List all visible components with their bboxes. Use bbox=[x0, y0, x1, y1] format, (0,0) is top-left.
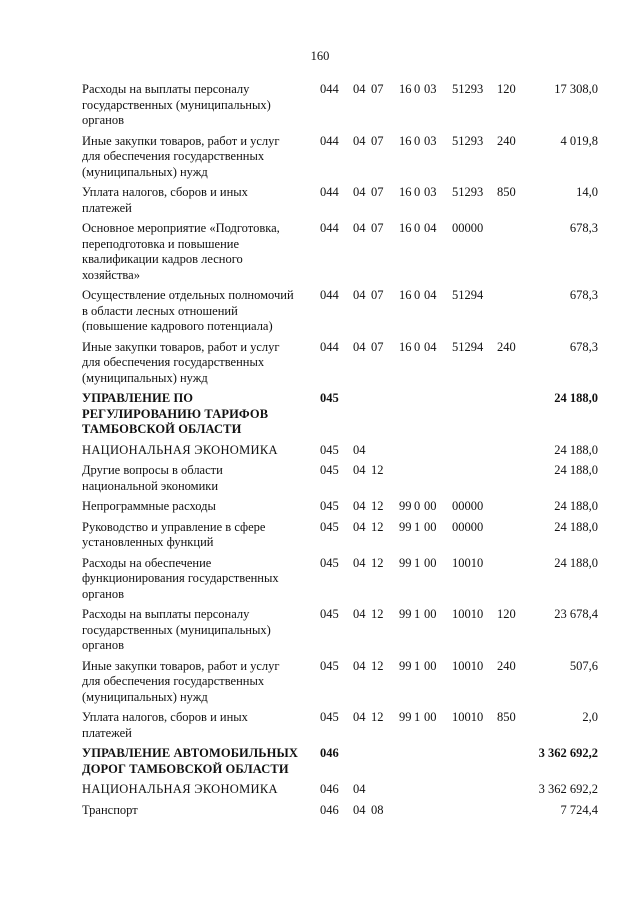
program-code: 99 bbox=[399, 555, 412, 570]
program-code: 99 bbox=[399, 710, 412, 724]
row-name: Иные закупки товаров, работ и услуг для обеспечения государственных (муниципальных) нужд bbox=[82, 339, 280, 385]
section-row bbox=[0, 777, 640, 798]
table-row bbox=[0, 77, 640, 129]
amount: 3 362 692,2 bbox=[538, 782, 598, 796]
amount: 24 188,0 bbox=[554, 442, 598, 457]
table-row bbox=[0, 129, 640, 181]
subsection-code: 12 bbox=[371, 463, 384, 477]
amount: 24 188,0 bbox=[554, 519, 598, 534]
subprogram-code: 1 bbox=[414, 658, 421, 673]
subprogram-code: 0 bbox=[414, 339, 421, 354]
expense-type-code: 240 bbox=[497, 133, 516, 148]
section-code: 04 bbox=[353, 221, 366, 235]
ministry-code: 044 bbox=[320, 221, 339, 235]
row-name: Транспорт bbox=[82, 802, 138, 817]
expense-type-code: 850 bbox=[497, 710, 516, 724]
program-code: 16 bbox=[399, 133, 412, 148]
expense-type-code: 120 bbox=[497, 82, 516, 96]
section-code: 04 bbox=[353, 499, 366, 513]
row-name: Руководство и управление в сфере установленных функций bbox=[82, 519, 266, 549]
table-row bbox=[0, 494, 640, 515]
ministry-code: 044 bbox=[320, 82, 339, 96]
subprogram-code: 1 bbox=[414, 555, 421, 570]
direction-code: 51293 bbox=[452, 82, 484, 96]
subprogram-code: 0 bbox=[414, 221, 421, 235]
subsection-code: 07 bbox=[371, 339, 384, 354]
amount: 678,3 bbox=[569, 288, 598, 302]
amount: 24 188,0 bbox=[554, 391, 598, 405]
direction-code: 51294 bbox=[452, 288, 484, 302]
ministry-code: 046 bbox=[320, 782, 339, 796]
section-code: 04 bbox=[353, 658, 366, 673]
ministry-code: 046 bbox=[320, 802, 339, 817]
direction-code: 00000 bbox=[452, 499, 484, 513]
amount: 24 188,0 bbox=[554, 555, 598, 570]
expense-type-code: 240 bbox=[497, 339, 516, 354]
measure-code: 04 bbox=[424, 339, 437, 354]
subprogram-code: 0 bbox=[414, 288, 421, 302]
subprogram-code: 0 bbox=[414, 133, 421, 148]
subsection-code: 08 bbox=[371, 802, 384, 817]
measure-code: 03 bbox=[424, 185, 437, 199]
budget-table bbox=[0, 77, 640, 818]
subsection-code: 12 bbox=[371, 607, 384, 621]
subprogram-code: 1 bbox=[414, 607, 421, 621]
program-code: 99 bbox=[399, 499, 412, 513]
amount: 3 362 692,2 bbox=[538, 746, 598, 760]
measure-code: 03 bbox=[424, 82, 437, 96]
section-code: 04 bbox=[353, 82, 366, 96]
row-name: Иные закупки товаров, работ и услуг для обеспечения государственных (муниципальных) нужд bbox=[82, 133, 280, 179]
table-row bbox=[0, 705, 640, 741]
amount: 4 019,8 bbox=[560, 133, 598, 148]
section-code: 04 bbox=[353, 463, 366, 477]
measure-code: 04 bbox=[424, 221, 437, 235]
section-code: 04 bbox=[353, 133, 366, 148]
measure-code: 00 bbox=[424, 710, 437, 724]
section-code: 04 bbox=[353, 442, 366, 457]
subsection-code: 12 bbox=[371, 499, 384, 513]
ministry-code: 045 bbox=[320, 519, 339, 534]
organization-row bbox=[0, 741, 640, 777]
program-code: 99 bbox=[399, 519, 412, 534]
direction-code: 10010 bbox=[452, 710, 484, 724]
table-row bbox=[0, 602, 640, 654]
table-row bbox=[0, 798, 640, 819]
table-row bbox=[0, 335, 640, 387]
subprogram-code: 0 bbox=[414, 82, 421, 96]
measure-code: 04 bbox=[424, 288, 437, 302]
row-name: УПРАВЛЕНИЕ ПО РЕГУЛИРОВАНИЮ ТАРИФОВ ТАМБОВСКОЙ ОБЛАСТИ bbox=[82, 391, 269, 436]
row-name: Уплата налогов, сборов и иных платежей bbox=[82, 185, 248, 215]
table-row bbox=[0, 180, 640, 216]
subsection-code: 07 bbox=[371, 133, 384, 148]
section-code: 04 bbox=[353, 710, 366, 724]
row-name: Другие вопросы в области национальной экономики bbox=[82, 463, 223, 493]
ministry-code: 045 bbox=[320, 463, 339, 477]
expense-type-code: 850 bbox=[497, 185, 516, 199]
row-name: УПРАВЛЕНИЕ АВТОМОБИЛЬНЫХ ДОРОГ ТАМБОВСКОЙ ОБЛАСТИ bbox=[82, 746, 298, 776]
program-code: 16 bbox=[399, 185, 412, 199]
amount: 7 724,4 bbox=[560, 802, 598, 817]
section-code: 04 bbox=[353, 782, 366, 796]
ministry-code: 045 bbox=[320, 555, 339, 570]
amount: 678,3 bbox=[569, 339, 598, 354]
section-code: 04 bbox=[353, 519, 366, 534]
program-code: 16 bbox=[399, 339, 412, 354]
row-name: Непрограммные расходы bbox=[82, 499, 216, 513]
amount: 507,6 bbox=[569, 658, 598, 673]
section-code: 04 bbox=[353, 339, 366, 354]
row-name: Расходы на обеспечение функционирования государственных органов bbox=[82, 555, 279, 601]
ministry-code: 045 bbox=[320, 607, 339, 621]
table-row bbox=[0, 283, 640, 335]
ministry-code: 044 bbox=[320, 339, 339, 354]
row-name: НАЦИОНАЛЬНАЯ ЭКОНОМИКА bbox=[82, 782, 278, 796]
section-code: 04 bbox=[353, 555, 366, 570]
program-code: 99 bbox=[399, 607, 412, 621]
expense-type-code: 240 bbox=[497, 658, 516, 673]
direction-code: 51293 bbox=[452, 185, 484, 199]
measure-code: 00 bbox=[424, 555, 437, 570]
subprogram-code: 0 bbox=[414, 499, 421, 513]
program-code: 16 bbox=[399, 288, 412, 302]
subsection-code: 07 bbox=[371, 288, 384, 302]
amount: 17 308,0 bbox=[554, 82, 598, 96]
table-row bbox=[0, 458, 640, 494]
row-name: Иные закупки товаров, работ и услуг для обеспечения государственных (муниципальных) нужд bbox=[82, 658, 280, 704]
subsection-code: 07 bbox=[371, 185, 384, 199]
direction-code: 51293 bbox=[452, 133, 484, 148]
ministry-code: 044 bbox=[320, 133, 339, 148]
direction-code: 51294 bbox=[452, 339, 484, 354]
direction-code: 10010 bbox=[452, 555, 484, 570]
ministry-code: 045 bbox=[320, 710, 339, 724]
amount: 23 678,4 bbox=[554, 607, 598, 621]
direction-code: 00000 bbox=[452, 519, 484, 534]
subprogram-code: 0 bbox=[414, 185, 421, 199]
table-row bbox=[0, 515, 640, 551]
row-name: Расходы на выплаты персоналу государственных (муниципальных) органов bbox=[82, 82, 271, 127]
direction-code: 10010 bbox=[452, 658, 484, 673]
page-number: 160 bbox=[310, 49, 330, 63]
direction-code: 00000 bbox=[452, 221, 484, 235]
subprogram-code: 1 bbox=[414, 710, 421, 724]
subsection-code: 12 bbox=[371, 555, 384, 570]
measure-code: 00 bbox=[424, 499, 437, 513]
ministry-code: 045 bbox=[320, 391, 339, 405]
program-code: 99 bbox=[399, 658, 412, 673]
row-name: Основное мероприятие «Подготовка, переподготовка и повышение квалификации кадров лесного хозяйства» bbox=[82, 221, 280, 282]
ministry-code: 045 bbox=[320, 442, 339, 457]
amount: 24 188,0 bbox=[554, 499, 598, 513]
expense-type-code: 120 bbox=[497, 607, 516, 621]
ministry-code: 046 bbox=[320, 746, 339, 760]
subprogram-code: 1 bbox=[414, 519, 421, 534]
direction-code: 10010 bbox=[452, 607, 484, 621]
measure-code: 00 bbox=[424, 658, 437, 673]
amount: 24 188,0 bbox=[554, 463, 598, 477]
ministry-code: 044 bbox=[320, 185, 339, 199]
section-code: 04 bbox=[353, 607, 366, 621]
table-row bbox=[0, 654, 640, 706]
amount: 2,0 bbox=[582, 710, 598, 724]
row-name: Осуществление отдельных полномочий в области лесных отношений (повышение кадрового потенциала) bbox=[82, 288, 294, 333]
table-row bbox=[0, 551, 640, 603]
subsection-code: 07 bbox=[371, 82, 384, 96]
ministry-code: 044 bbox=[320, 288, 339, 302]
section-code: 04 bbox=[353, 802, 366, 817]
row-name: НАЦИОНАЛЬНАЯ ЭКОНОМИКА bbox=[82, 442, 278, 457]
section-row bbox=[0, 438, 640, 459]
ministry-code: 045 bbox=[320, 658, 339, 673]
section-code: 04 bbox=[353, 288, 366, 302]
subsection-code: 12 bbox=[371, 519, 384, 534]
section-code: 04 bbox=[353, 185, 366, 199]
measure-code: 03 bbox=[424, 133, 437, 148]
subsection-code: 07 bbox=[371, 221, 384, 235]
organization-row bbox=[0, 386, 640, 438]
amount: 14,0 bbox=[576, 185, 598, 199]
table-row bbox=[0, 216, 640, 283]
measure-code: 00 bbox=[424, 607, 437, 621]
subsection-code: 12 bbox=[371, 658, 384, 673]
subsection-code: 12 bbox=[371, 710, 384, 724]
row-name: Расходы на выплаты персоналу государственных (муниципальных) органов bbox=[82, 607, 271, 652]
program-code: 16 bbox=[399, 82, 412, 96]
amount: 678,3 bbox=[569, 221, 598, 235]
ministry-code: 045 bbox=[320, 499, 339, 513]
measure-code: 00 bbox=[424, 519, 437, 534]
row-name: Уплата налогов, сборов и иных платежей bbox=[82, 710, 248, 740]
program-code: 16 bbox=[399, 221, 412, 235]
